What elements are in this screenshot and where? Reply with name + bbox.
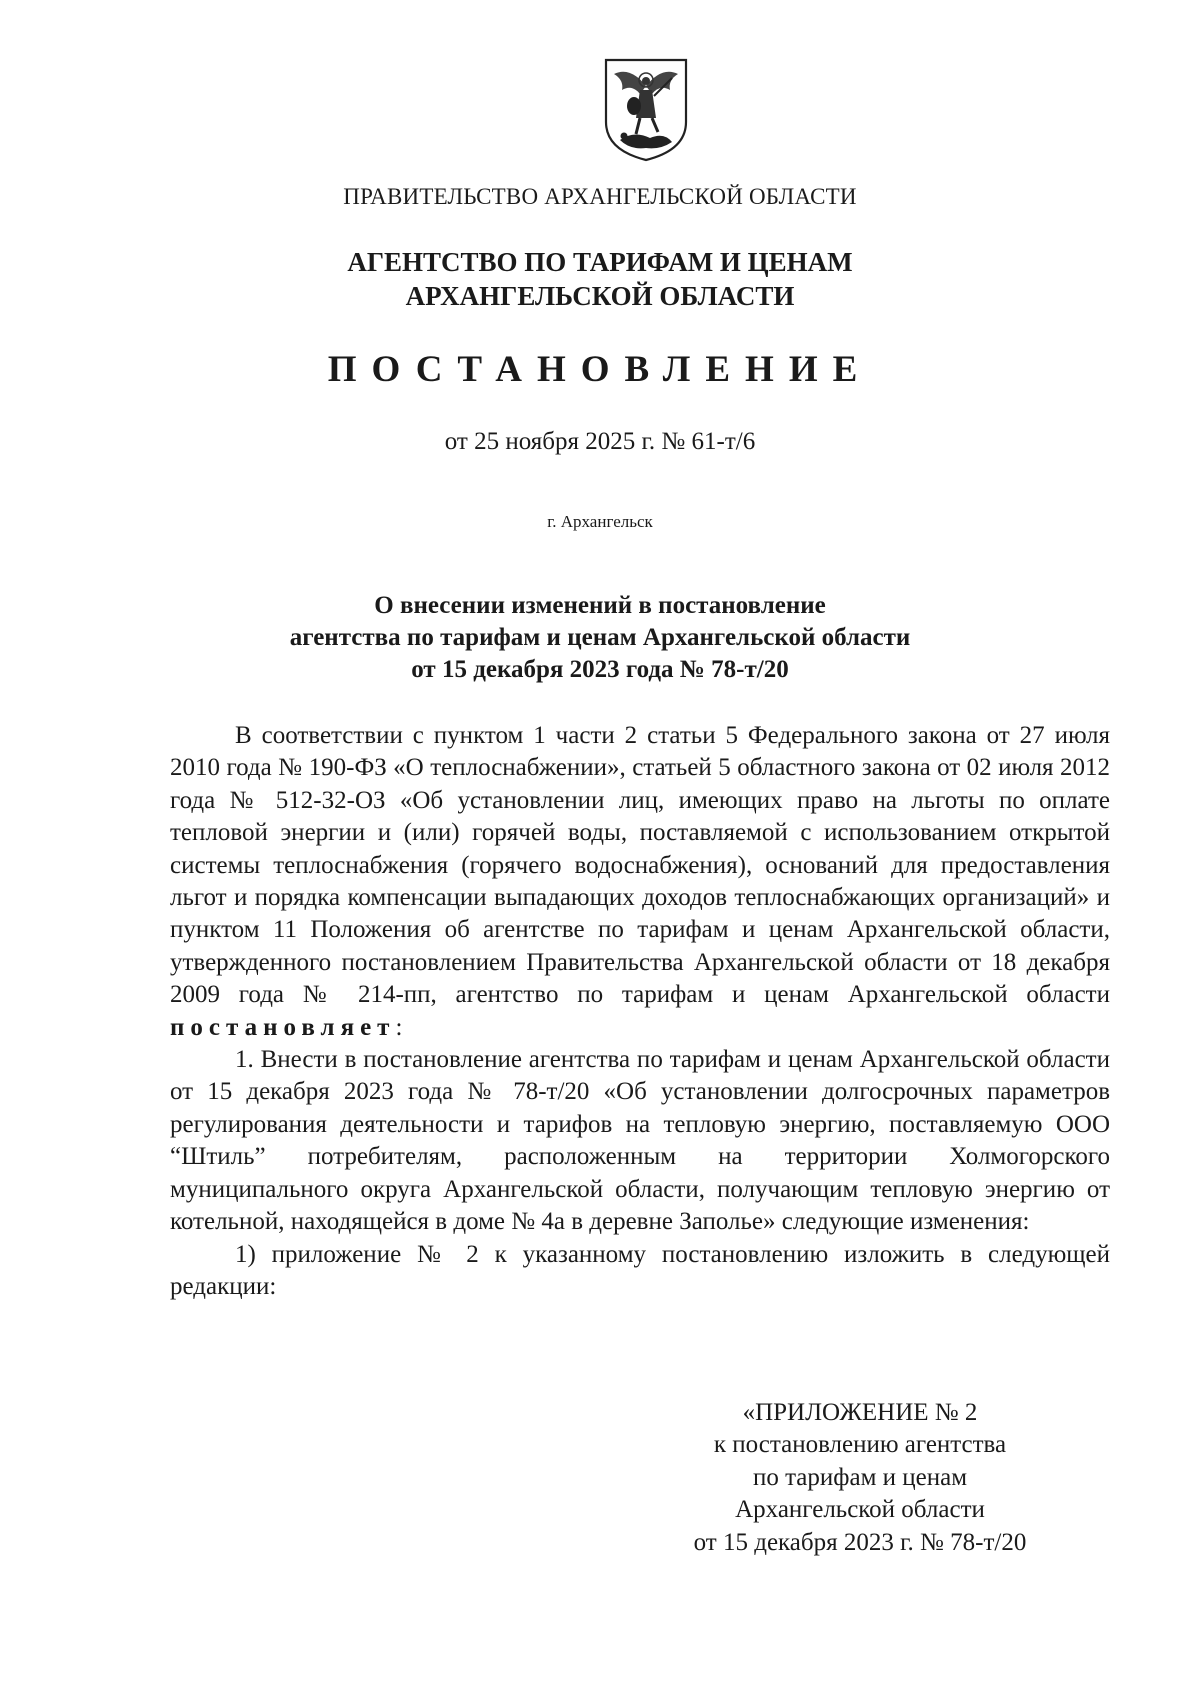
document-type: ПОСТАНОВЛЕНИЕ <box>327 349 873 390</box>
document-title-line2: агентства по тарифам и ценам Архангельской области <box>289 624 911 651</box>
agency-name <box>0 245 1200 313</box>
preamble-text: В соответствии с пунктом 1 части 2 статьи 5 Федерального закона от 27 июля 2010 года № 190-ФЗ «О теплоснабжении», статьей 5 областного закона от 02 июля 2012 года № 512-32-ОЗ «Об установлении лиц, имеющих право на льготы по оплате тепловой энергии и (или) горячей воды, поставляемой с использованием открытой системы теплоснабжения (горячего водоснабжения), оснований для предоставления льгот и порядка компенсации выпадающих доходов теплоснабжающих организаций» и пунктом 11 Положения об агентстве по тарифам и ценам Архангельской области, утвержденного постановлением Правительства Архангельской области от 18 декабря 2009 года № 214-пп, агентство по тарифам и ценам Архангельской области <box>170 722 1110 1009</box>
document-title-line1: О внесении изменений в постановление <box>374 592 826 619</box>
annex-line2: к постановлению агентства <box>713 1431 1007 1459</box>
document-title-line3: от 15 декабря 2023 года № 78-т/20 <box>411 656 789 683</box>
preamble-paragraph <box>170 720 1110 1044</box>
subitem-1-paragraph: 1) приложение № 2 к указанному постановлению изложить в следующей редакции: <box>170 1240 1110 1300</box>
document-title <box>0 590 1200 686</box>
item-1-paragraph: 1. Внести в постановление агентства по тарифам и ценам Архангельской области от 15 декабря 2023 года № 78-т/20 «Об установлении долгосрочных параметров регулирования деятельности и тарифов на тепловую энергию, поставляемую ООО “Штиль” потребителям, расположенным на территории Холмогорского муниципального округа Архангельской области, получающим тепловую энергию от котельной, находящейся в доме № 4а в деревне Заполье» следующие изменения: <box>170 1046 1110 1236</box>
annex-line4: Архангельской области <box>735 1496 985 1524</box>
agency-name-line2: АРХАНГЕЛЬСКОЙ ОБЛАСТИ <box>405 281 795 311</box>
document-city: г. Архангельск <box>547 512 653 531</box>
agency-name-line1: АГЕНТСТВО ПО ТАРИФАМ И ЦЕНАМ <box>347 247 853 277</box>
document-body <box>170 720 1110 1303</box>
annex-line5: от 15 декабря 2023 г. № 78-т/20 <box>693 1528 1027 1556</box>
document-date-number: от 25 ноября 2025 г. № 61-т/6 <box>444 428 756 455</box>
decree-word: постановляет <box>170 1013 396 1041</box>
annex-line3: по тарифам и ценам <box>752 1463 968 1491</box>
decree-colon: : <box>395 1013 403 1041</box>
archangel-coat-of-arms-icon <box>600 56 692 164</box>
government-name: ПРАВИТЕЛЬСТВО АРХАНГЕЛЬСКОЙ ОБЛАСТИ <box>343 184 857 209</box>
annex-header <box>650 1397 1070 1559</box>
annex-line1: «ПРИЛОЖЕНИЕ № 2 <box>742 1399 978 1426</box>
